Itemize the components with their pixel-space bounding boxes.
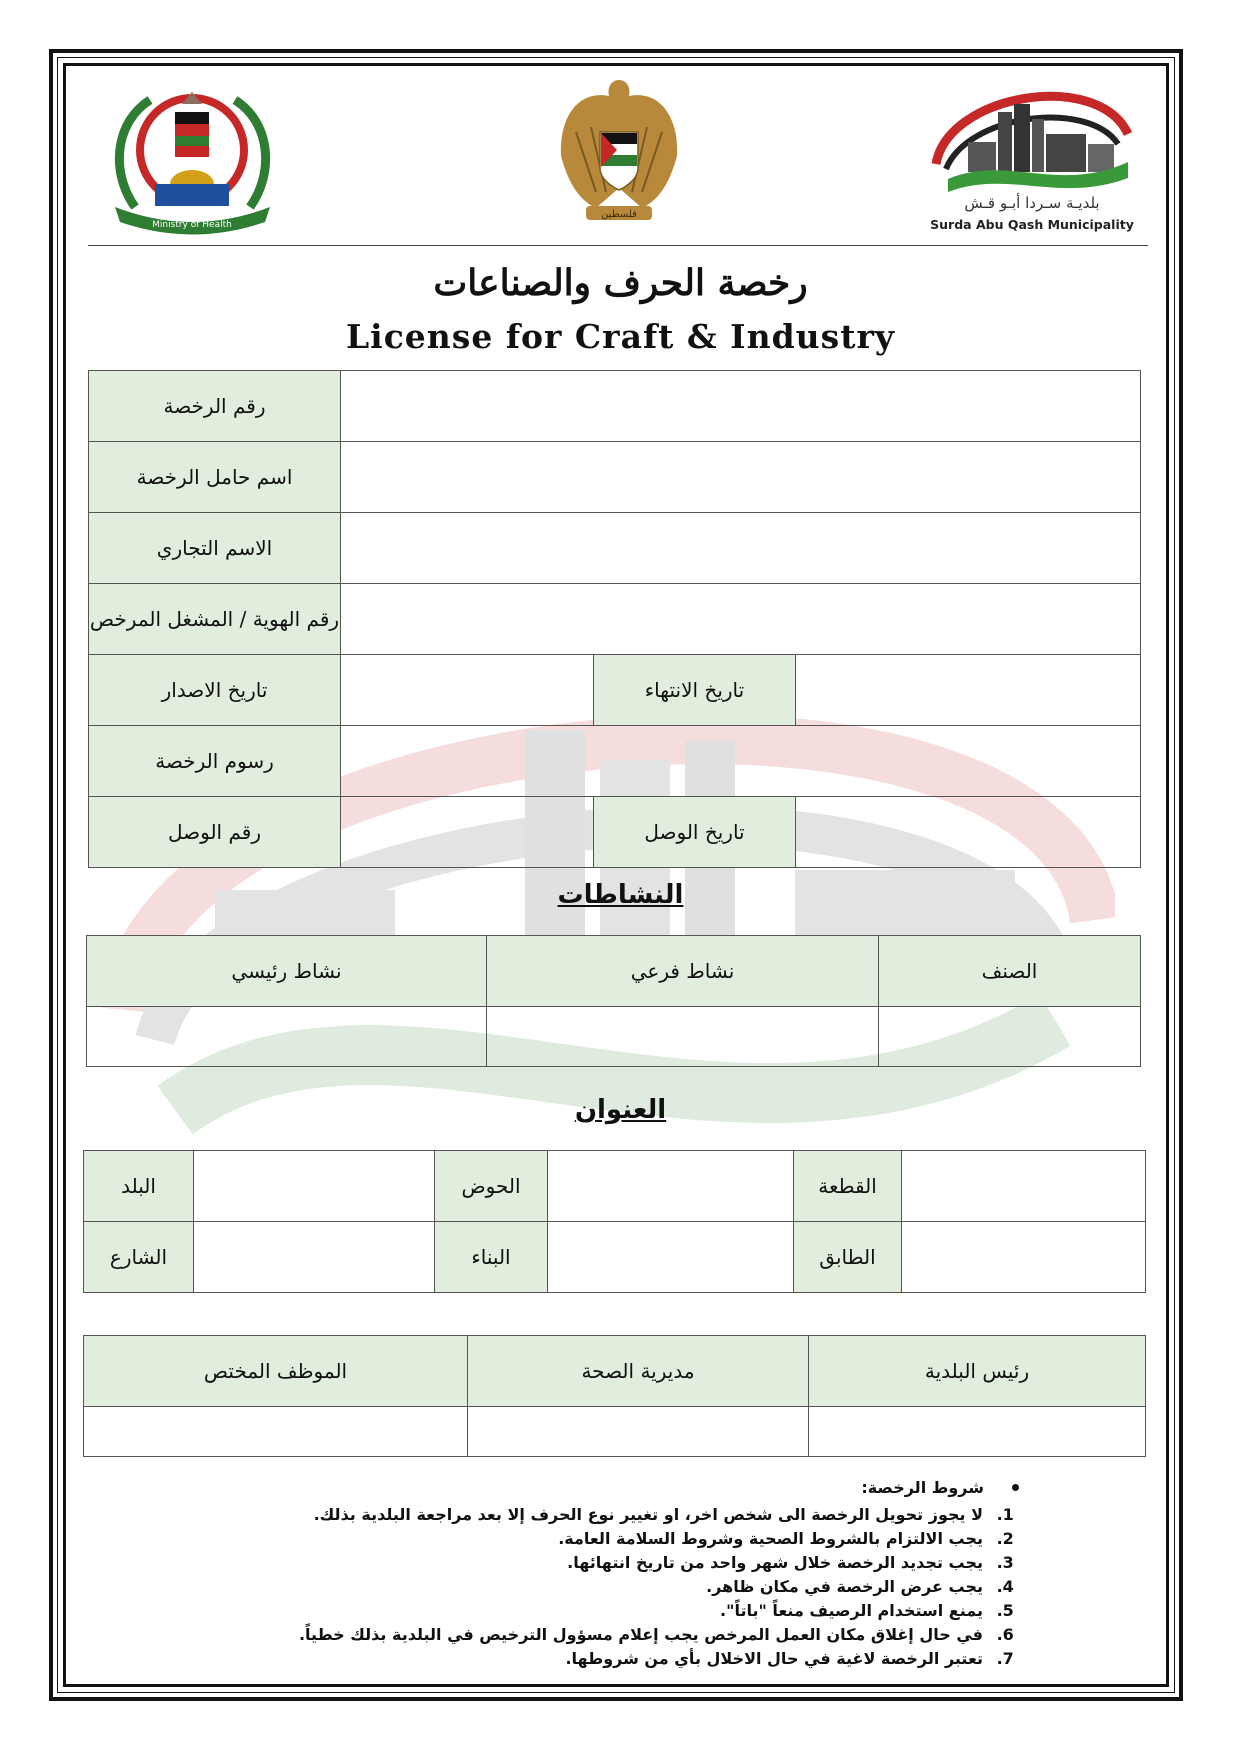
table-row [84,1151,1146,1222]
license-fees-field[interactable] [341,726,1141,797]
table-row [87,1007,1141,1067]
basin-label: الحوض [435,1151,548,1222]
town-label: البلد [84,1151,194,1222]
plot-field[interactable] [902,1151,1146,1222]
mayor-header: رئيس البلدية [809,1336,1146,1407]
health-directorate-signature-field[interactable] [468,1407,809,1457]
receipt-number-field[interactable] [341,797,594,868]
id-number-field[interactable] [341,584,1141,655]
municipality-name-english: Surda Abu Qash Municipality [930,217,1134,232]
sub-activity-field[interactable] [487,1007,879,1067]
municipality-name-arabic: بلديـة سـردا أبـو قـش [964,194,1100,212]
table-row [87,936,1141,1007]
signatures-table [83,1335,1146,1457]
trade-name-field[interactable] [341,513,1141,584]
health-directorate-header: مديرية الصحة [468,1336,809,1407]
emblem-caption: فلسطين [601,209,637,220]
logo-caption: Ministry of Health [152,220,232,230]
license-number-field[interactable] [341,371,1141,442]
list-item: 3. يجب تجديد الرخصة خلال شهر واحد من تاريخ انتهائها. [199,1553,991,1573]
sub-activity-header: نشاط فرعي [487,936,879,1007]
main-activity-header: نشاط رئيسي [87,936,487,1007]
list-item: 2. يجب الالتزام بالشروط الصحية وشروط السلامة العامة. [199,1529,991,1549]
table-row [84,1336,1146,1407]
building-label: البناء [435,1222,548,1293]
table-row [89,442,1141,513]
table-row [84,1222,1146,1293]
floor-field[interactable] [902,1222,1146,1293]
table-row [89,513,1141,584]
receipt-number-label: رقم الوصل [89,797,341,868]
ministry-of-health-logo [105,72,280,237]
conditions-heading: شروط الرخصة: [861,1478,984,1497]
license-fees-label: رسوم الرخصة [89,726,341,797]
issue-date-field[interactable] [341,655,594,726]
document-title-arabic: رخصة الحرف والصناعات [433,262,808,304]
activities-table [86,935,1141,1067]
holder-name-label: اسم حامل الرخصة [89,442,341,513]
license-conditions [199,1478,1019,1673]
list-item: 5. يمنع استخدام الرصيف منعاً "باتاً". [199,1601,991,1621]
plot-label: القطعة [794,1151,902,1222]
officer-signature-field[interactable] [84,1407,468,1457]
list-item: 6. في حال إغلاق مكان العمل المرخص يجب إعلام مسؤول الترخيص في البلدية بذلك خطياً. [199,1625,991,1645]
conditions-header [199,1478,1019,1497]
mayor-signature-field[interactable] [809,1407,1146,1457]
holder-name-field[interactable] [341,442,1141,513]
expiry-date-field[interactable] [796,655,1141,726]
table-row [89,797,1141,868]
issue-date-label: تاريخ الاصدار [89,655,341,726]
basin-field[interactable] [548,1151,794,1222]
trade-name-label: الاسم التجاري [89,513,341,584]
address-heading: العنوان [574,1095,667,1125]
receipt-date-label: تاريخ الوصل [594,797,796,868]
list-item: 4. يجب عرض الرخصة في مكان ظاهر. [199,1577,991,1597]
table-row [84,1407,1146,1457]
street-field[interactable] [194,1222,435,1293]
address-table [83,1150,1146,1293]
street-label: الشارع [84,1222,194,1293]
municipality-logo-graphic [928,74,1136,194]
category-field[interactable] [879,1007,1141,1067]
table-row [89,726,1141,797]
conditions-list [199,1505,1019,1669]
building-field[interactable] [548,1222,794,1293]
id-number-label: رقم الهوية / المشغل المرخص [89,584,341,655]
main-activity-field[interactable] [87,1007,487,1067]
palestine-eagle-emblem [556,72,682,232]
activities-heading: النشاطات [557,880,684,910]
bullet-icon [1012,1484,1019,1491]
town-field[interactable] [194,1151,435,1222]
table-row [89,655,1141,726]
table-row [89,371,1141,442]
officer-header: الموظف المختص [84,1336,468,1407]
floor-label: الطابق [794,1222,902,1293]
list-item: 1. لا يجوز تحويل الرخصة الى شخص اخر، او تغيير نوع الحرف إلا بعد مراجعة البلدية بذلك. [199,1505,991,1525]
header-divider [88,245,1148,246]
category-header: الصنف [879,936,1141,1007]
document-title-english: License for Craft & Industry [345,317,896,356]
expiry-date-label: تاريخ الانتهاء [594,655,796,726]
receipt-date-field[interactable] [796,797,1141,868]
municipality-logo [928,74,1136,239]
license-info-table [88,370,1141,868]
list-item: 7. تعتبر الرخصة لاغية في حال الاخلال بأي من شروطها. [199,1649,991,1669]
license-number-label: رقم الرخصة [89,371,341,442]
table-row [89,584,1141,655]
